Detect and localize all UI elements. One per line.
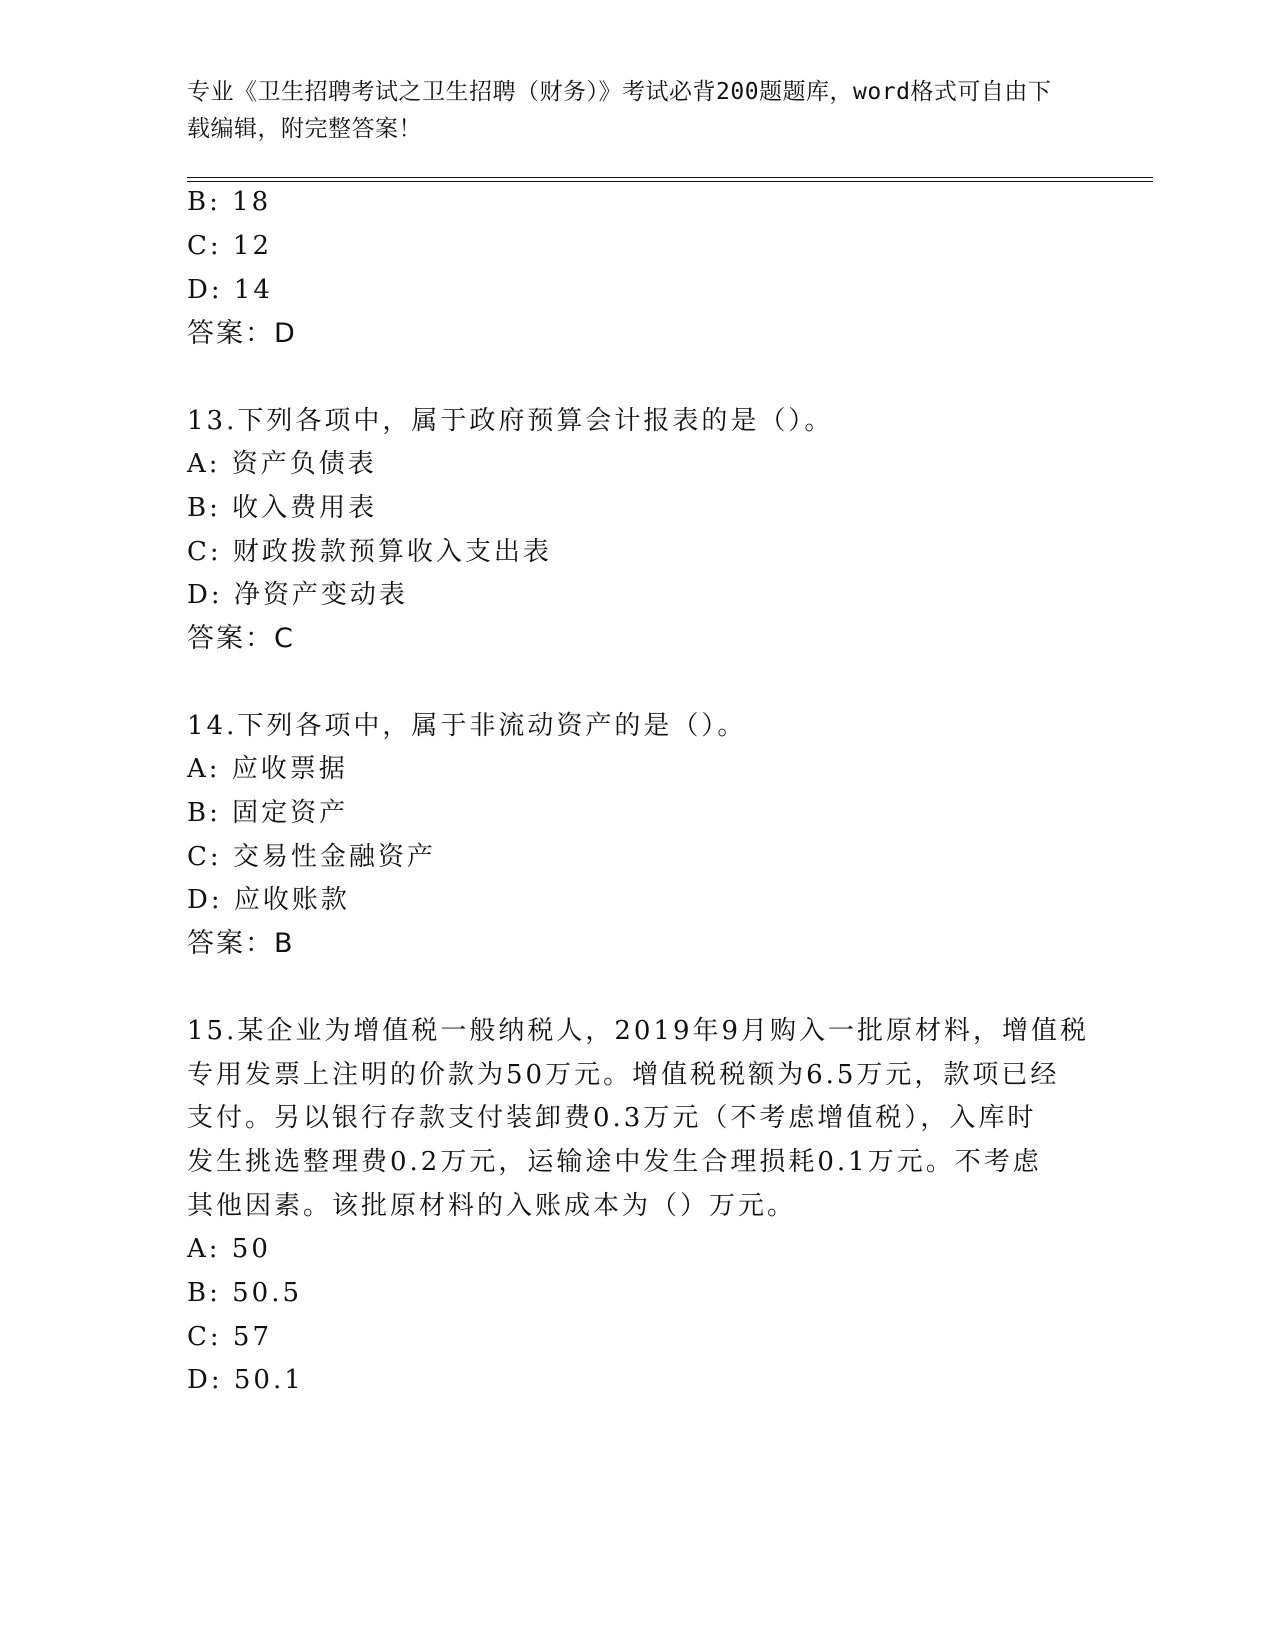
- q13-option-c: C: 财政拨款预算收入支出表: [187, 537, 552, 567]
- q14-option-c: C: 交易性金融资产: [187, 842, 436, 872]
- q15-option-c: C: 57: [187, 1322, 273, 1352]
- q13-answer: 答案：C: [187, 623, 295, 654]
- q15-option-d: D: 50.1: [187, 1365, 304, 1395]
- q15-stem-line-3: 支付。另以银行存款支付装卸费0.3万元（不考虑增值税），入库时: [187, 1103, 1037, 1133]
- q15-stem-line-5: 其他因素。该批原材料的入账成本为（）万元。: [187, 1191, 797, 1221]
- q12-option-c: C: 12: [187, 231, 273, 261]
- q13-option-b: B: 收入费用表: [187, 493, 378, 523]
- q13-stem: 13.下列各项中，属于政府预算会计报表的是（）。: [187, 406, 834, 436]
- q14-option-b: B: 固定资产: [187, 798, 349, 828]
- q15-option-b: B: 50.5: [187, 1278, 303, 1308]
- q14-option-d: D: 应收账款: [187, 885, 350, 915]
- q12-option-b: B: 18: [187, 187, 272, 217]
- document-header: 专业《卫生招聘考试之卫生招聘（财务）》考试必背200题题库，word格式可自由下载编辑，附完整答案！: [187, 79, 1052, 142]
- q12-answer: 答案：D: [187, 318, 297, 349]
- q14-answer: 答案：B: [187, 928, 295, 959]
- q15-stem-line-1: 15.某企业为增值税一般纳税人，2019年9月购入一批原材料，增值税: [187, 1016, 1090, 1046]
- q15-option-a: A: 50: [187, 1234, 271, 1264]
- q14-stem: 14.下列各项中，属于非流动资产的是（）。: [187, 711, 747, 741]
- q14-option-a: A: 应收票据: [187, 754, 348, 784]
- q15-stem-line-2: 专用发票上注明的价款为50万元。增值税税额为6.5万元，款项已经: [187, 1060, 1060, 1090]
- q15-stem-line-4: 发生挑选整理费0.2万元，运输途中发生合理损耗0.1万元。不考虑: [187, 1147, 1042, 1177]
- q13-option-d: D: 净资产变动表: [187, 580, 408, 610]
- q12-option-d: D: 14: [187, 275, 273, 305]
- header-divider: [187, 177, 1153, 182]
- q13-option-a: A: 资产负债表: [187, 449, 377, 479]
